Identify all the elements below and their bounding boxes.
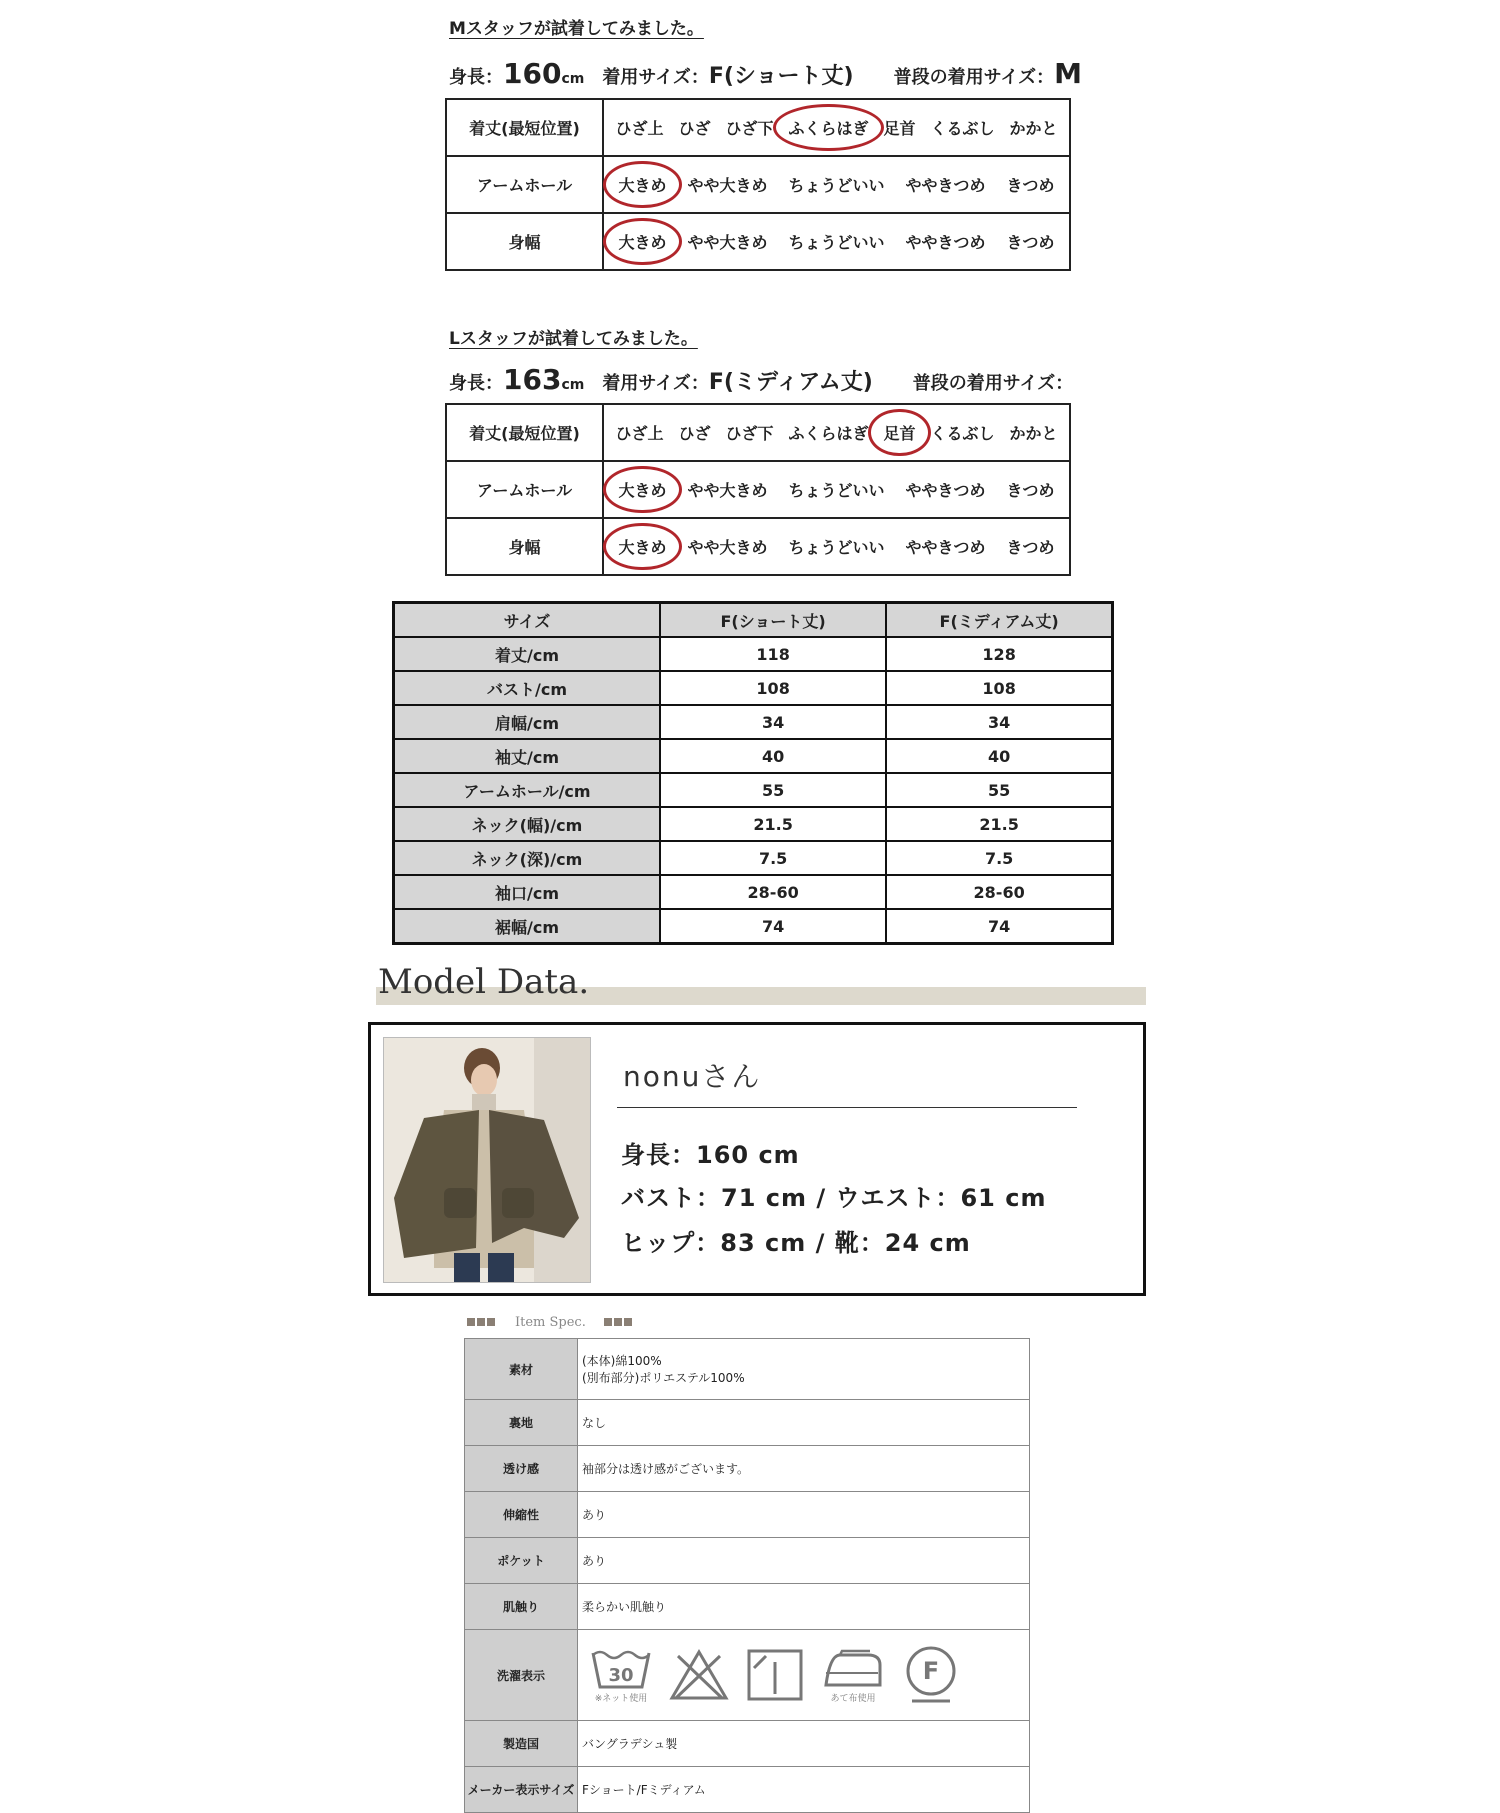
size-header-cell: F(ショート丈) <box>660 603 886 638</box>
fit-row-options <box>603 99 1070 156</box>
fit-option: ややきつめ <box>905 233 986 252</box>
usual-label: 普段の着用サイズ： <box>893 67 1055 88</box>
fit-option: ちょうどいい <box>788 481 885 500</box>
size-table-row <box>394 909 1113 944</box>
spec-value-line: あり <box>582 1554 607 1568</box>
iron-icon <box>820 1647 886 1704</box>
size-cell: 40 <box>660 739 886 773</box>
model-heading: Model Data. <box>378 962 590 1002</box>
fit-row-label: 着丈(最短位置) <box>446 404 603 461</box>
m-staff-stats <box>449 57 1082 90</box>
size-table-header <box>394 603 1113 638</box>
size-row-label: 肩幅/cm <box>394 705 661 739</box>
spec-value <box>578 1339 1030 1400</box>
spec-value <box>578 1400 1030 1446</box>
spec-value <box>578 1492 1030 1538</box>
size-row-label: 着丈/cm <box>394 637 661 671</box>
size-cell: 108 <box>886 671 1112 705</box>
fit-option: やや大きめ <box>687 176 768 195</box>
spec-value-line: (本体)綿100% <box>582 1354 662 1368</box>
fit-row-options <box>603 518 1070 575</box>
size-table-row <box>394 705 1113 739</box>
spec-key: 肌触り <box>465 1584 578 1630</box>
spec-key: 製造国 <box>465 1721 578 1767</box>
size-row-label: ネック(幅)/cm <box>394 807 661 841</box>
spec-key: 洗濯表示 <box>465 1630 578 1721</box>
spec-table <box>464 1338 1030 1813</box>
spec-heading: Item Spec. <box>515 1315 586 1330</box>
model-divider <box>617 1107 1077 1108</box>
spec-row <box>465 1584 1030 1630</box>
fit-row-options <box>603 461 1070 518</box>
size-row-label: 袖丈/cm <box>394 739 661 773</box>
size-table-row <box>394 773 1113 807</box>
l-staff-section <box>449 324 1073 396</box>
spec-value-line: (別布部分)ポリエステル100% <box>582 1371 745 1385</box>
spec-row <box>465 1721 1030 1767</box>
fit-row-label: 着丈(最短位置) <box>446 99 603 156</box>
model-bust-waist: バスト：71 cm / ウエスト：61 cm <box>621 1184 1047 1212</box>
size-cell: 55 <box>886 773 1112 807</box>
size-header-cell: F(ミディアム丈) <box>886 603 1112 638</box>
fit-option: きつめ <box>1006 538 1055 557</box>
spec-key: ポケット <box>465 1538 578 1584</box>
fit-option-selected: 足首 <box>880 419 918 446</box>
size-row-label: ネック(深)/cm <box>394 841 661 875</box>
model-height: 身長：160 cm <box>621 1141 800 1169</box>
fit-option: ひざ <box>678 119 711 138</box>
model-card <box>368 1022 1146 1296</box>
fit-option: くるぶし <box>930 424 995 443</box>
fit-row-label: アームホール <box>446 461 603 518</box>
model-photo <box>383 1037 591 1283</box>
spec-value-line: あり <box>582 1508 607 1522</box>
spec-value <box>578 1767 1030 1813</box>
wash-temp: 30 <box>608 1664 634 1686</box>
fit-option: かかと <box>1009 119 1058 138</box>
size-table-row <box>394 739 1113 773</box>
wash-icon <box>590 1647 652 1704</box>
fit-row-options <box>603 404 1070 461</box>
size-table-row <box>394 807 1113 841</box>
spec-key: 裏地 <box>465 1400 578 1446</box>
care-symbols <box>582 1639 1028 1711</box>
fit-option: きつめ <box>1006 176 1055 195</box>
size-cell: 21.5 <box>660 807 886 841</box>
fit-option: きつめ <box>1006 481 1055 500</box>
fit-option-selected: 大きめ <box>615 533 669 560</box>
size-cell: 28-60 <box>886 875 1112 909</box>
spec-value-line: 袖部分は透け感がございます。 <box>582 1462 750 1476</box>
spec-value-line: 柔らかい肌触り <box>582 1600 667 1614</box>
fit-row <box>446 518 1070 575</box>
spec-deco-left <box>467 1315 497 1330</box>
no-bleach-icon <box>668 1648 730 1702</box>
l-staff-fit-table <box>445 403 1071 576</box>
height-value: 163 <box>503 363 562 396</box>
fit-row <box>446 213 1070 270</box>
fit-row-options <box>603 156 1070 213</box>
height-unit: cm <box>561 71 585 87</box>
fit-option-selected: ふくらはぎ <box>785 114 871 141</box>
size-cell: 40 <box>886 739 1112 773</box>
size-cell: 128 <box>886 637 1112 671</box>
iron-note: あて布使用 <box>830 1693 876 1704</box>
fit-option-selected: 大きめ <box>615 171 669 198</box>
spec-key: 透け感 <box>465 1446 578 1492</box>
m-staff-section <box>449 14 1082 90</box>
size-cell: 34 <box>886 705 1112 739</box>
fit-option-selected: 大きめ <box>615 228 669 255</box>
fit-option: 足首 <box>883 119 916 138</box>
usual-label: 普段の着用サイズ： <box>912 373 1074 394</box>
spec-key: 素材 <box>465 1339 578 1400</box>
size-cell: 74 <box>886 909 1112 944</box>
spec-value <box>578 1721 1030 1767</box>
spec-deco-right <box>604 1315 634 1330</box>
spec-row <box>465 1538 1030 1584</box>
model-hip-shoe: ヒップ：83 cm / 靴：24 cm <box>621 1229 971 1257</box>
fit-row-label: 身幅 <box>446 213 603 270</box>
size-header-cell: サイズ <box>394 603 661 638</box>
spec-value <box>578 1584 1030 1630</box>
spec-row <box>465 1400 1030 1446</box>
spec-row <box>465 1339 1030 1400</box>
size-row-label: アームホール/cm <box>394 773 661 807</box>
spec-value <box>578 1446 1030 1492</box>
size-cell: 34 <box>660 705 886 739</box>
line-dry-icon <box>746 1648 804 1702</box>
spec-row <box>465 1446 1030 1492</box>
fit-option: ちょうどいい <box>788 538 885 557</box>
size-cell: 7.5 <box>886 841 1112 875</box>
fit-option: やや大きめ <box>687 538 768 557</box>
spec-value <box>578 1630 1030 1721</box>
size-cell: 108 <box>660 671 886 705</box>
l-staff-stats <box>449 363 1073 396</box>
fit-option: ちょうどいい <box>788 176 885 195</box>
spec-row <box>465 1630 1030 1721</box>
spec-row <box>465 1492 1030 1538</box>
fit-option: ひざ上 <box>615 119 664 138</box>
fit-option: ちょうどいい <box>788 233 885 252</box>
fit-option: ひざ上 <box>615 424 664 443</box>
l-staff-title: Lスタッフが試着してみました。 <box>449 329 698 349</box>
size-table-row <box>394 841 1113 875</box>
model-name: nonuさん <box>623 1060 762 1093</box>
fit-option: やや大きめ <box>687 481 768 500</box>
m-staff-fit-table <box>445 98 1071 271</box>
spec-key: 伸縮性 <box>465 1492 578 1538</box>
size-cell: 7.5 <box>660 841 886 875</box>
fit-option: ひざ下 <box>725 424 774 443</box>
size-value: F(ショート丈) <box>708 64 854 89</box>
size-cell: 28-60 <box>660 875 886 909</box>
size-label: 着用サイズ： <box>602 67 709 88</box>
size-cell: 55 <box>660 773 886 807</box>
size-cell: 118 <box>660 637 886 671</box>
spec-value-line: バングラデシュ製 <box>582 1737 678 1751</box>
size-cell: 74 <box>660 909 886 944</box>
spec-value-line: Fショート/Fミディアム <box>582 1783 706 1797</box>
size-row-label: 裾幅/cm <box>394 909 661 944</box>
fit-option: きつめ <box>1006 233 1055 252</box>
dry-clean-letter: F <box>922 1657 940 1685</box>
fit-option: ひざ <box>678 424 711 443</box>
size-value: F(ミディアム丈) <box>708 370 873 395</box>
height-value: 160 <box>503 57 562 90</box>
fit-option: ふくらはぎ <box>788 424 869 443</box>
spec-value-line: なし <box>582 1416 607 1430</box>
fit-row-label: アームホール <box>446 156 603 213</box>
fit-row-label: 身幅 <box>446 518 603 575</box>
size-table-row <box>394 875 1113 909</box>
size-row-label: 袖口/cm <box>394 875 661 909</box>
fit-option: ややきつめ <box>905 481 986 500</box>
fit-option: ややきつめ <box>905 538 986 557</box>
fit-row <box>446 404 1070 461</box>
fit-option: かかと <box>1009 424 1058 443</box>
size-cell: 21.5 <box>886 807 1112 841</box>
size-table <box>392 601 1114 945</box>
fit-option: ひざ下 <box>725 119 774 138</box>
fit-row <box>446 156 1070 213</box>
size-table-row <box>394 671 1113 705</box>
fit-row <box>446 461 1070 518</box>
dry-clean-icon <box>902 1645 960 1705</box>
fit-option: くるぶし <box>930 119 995 138</box>
model-photo-illustration <box>384 1038 590 1282</box>
size-table-row <box>394 637 1113 671</box>
spec-row <box>465 1767 1030 1813</box>
height-label: 身長： <box>449 67 503 88</box>
spec-key: メーカー表示サイズ <box>465 1767 578 1813</box>
fit-row <box>446 99 1070 156</box>
fit-option: やや大きめ <box>687 233 768 252</box>
spec-value <box>578 1538 1030 1584</box>
fit-option-selected: 大きめ <box>615 476 669 503</box>
m-staff-title: Mスタッフが試着してみました。 <box>449 19 704 39</box>
fit-row-options <box>603 213 1070 270</box>
wash-note: ※ネット使用 <box>594 1693 648 1704</box>
size-label: 着用サイズ： <box>602 373 709 394</box>
usual-value: M <box>1054 57 1083 90</box>
fit-option: ややきつめ <box>905 176 986 195</box>
size-row-label: バスト/cm <box>394 671 661 705</box>
height-label: 身長： <box>449 373 503 394</box>
height-unit: cm <box>561 377 585 393</box>
spec-heading-row <box>467 1315 634 1330</box>
